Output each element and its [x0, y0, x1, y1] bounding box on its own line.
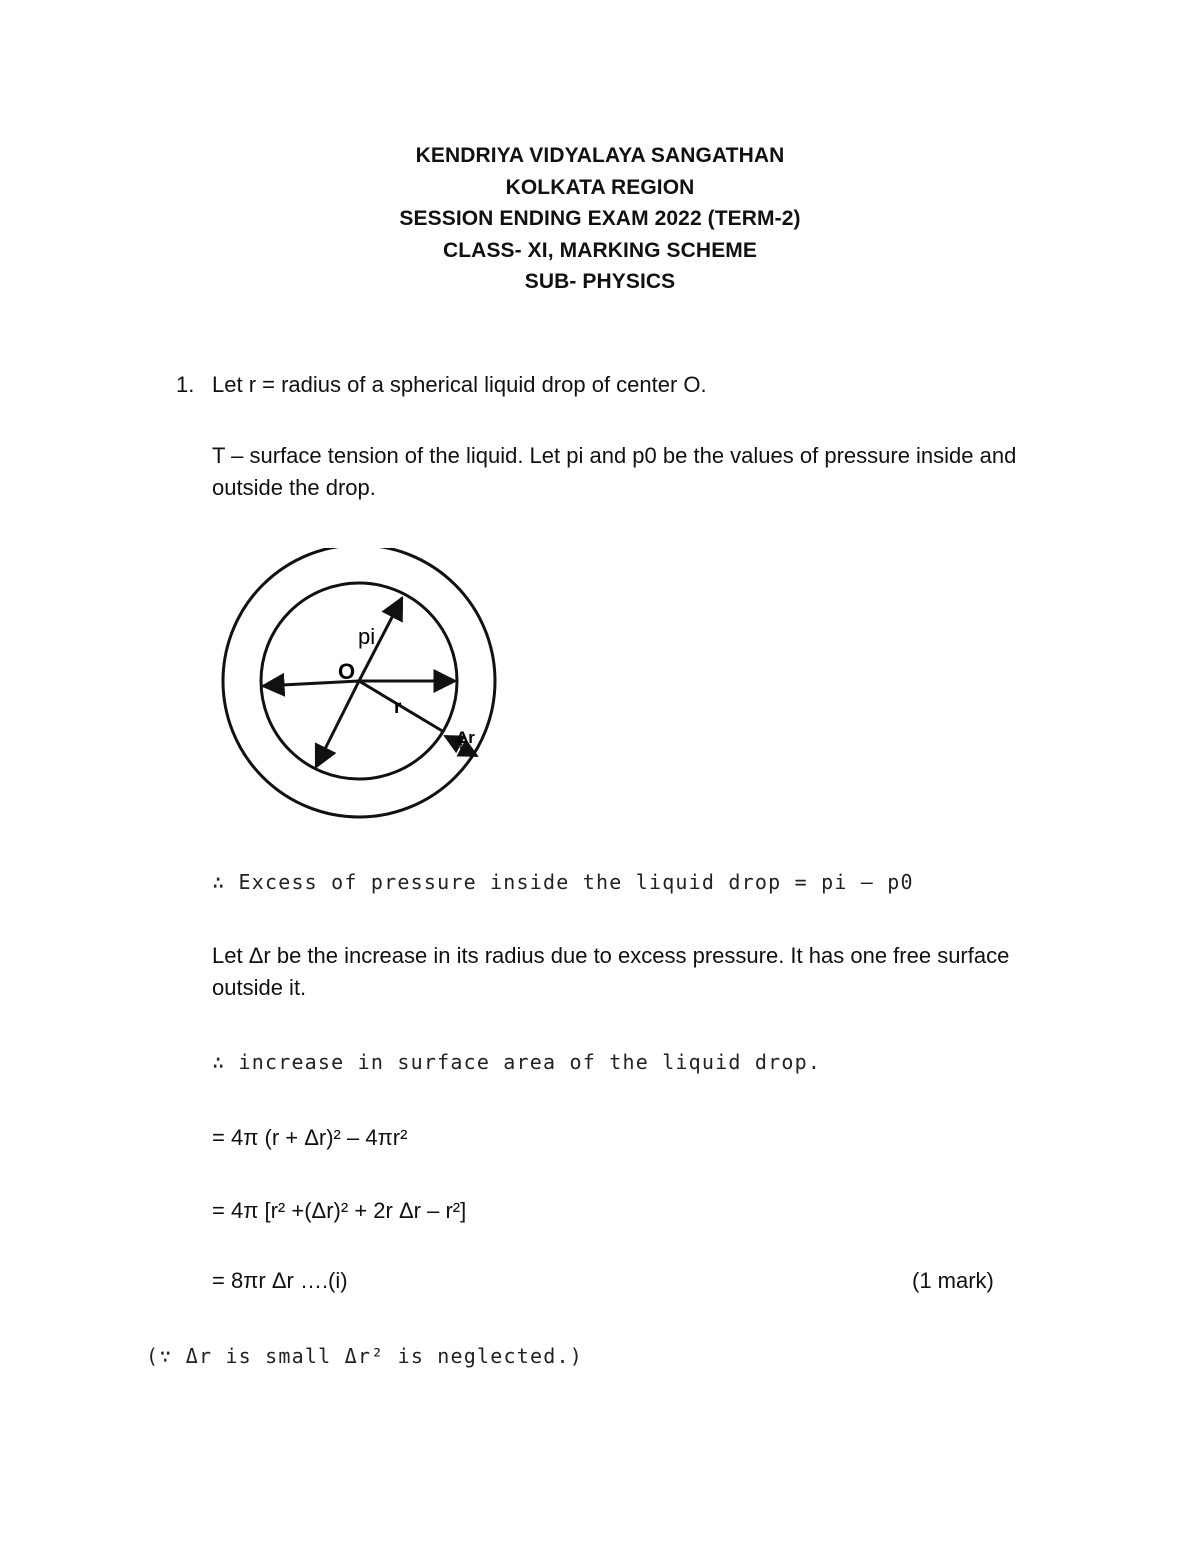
- equation-3: = 8πr Δr ….(i): [212, 1268, 348, 1293]
- diagonal-arrow-down: [316, 681, 359, 767]
- label-r: r: [394, 697, 402, 718]
- neglect-note: (∵ Δr is small Δr² is neglected.): [146, 1344, 583, 1368]
- label-pi: pi: [358, 624, 376, 649]
- header-region: KOLKATA REGION: [505, 175, 695, 199]
- label-delta-r: Δr: [456, 728, 475, 747]
- increase-area-line: ∴ increase in surface area of the liquid drop.: [212, 1050, 822, 1074]
- liquid-drop-diagram: [212, 548, 502, 823]
- question-intro: Let r = radius of a spherical liquid drop of center O.: [212, 372, 707, 397]
- excess-pressure-line: ∴ Excess of pressure inside the liquid drop = pi – p0: [212, 870, 914, 894]
- header-exam: SESSION ENDING EXAM 2022 (TERM-2): [399, 207, 801, 230]
- header-subject: SUB- PHYSICS: [524, 270, 676, 293]
- equation-1: = 4π (r + Δr)² – 4πr²: [212, 1125, 408, 1150]
- radius-line: [359, 681, 444, 732]
- surface-tension-text: T – surface tension of the liquid. Let pi and p0 be the values of pressure inside and outside the drop.: [212, 443, 1017, 500]
- document-header: [0, 140, 1200, 298]
- label-center-o: O: [338, 659, 356, 684]
- question-number: 1.: [176, 372, 195, 397]
- header-organization: KENDRIYA VIDYALAYA SANGATHAN: [415, 144, 785, 167]
- equation-2: = 4π [r² +(Δr)² + 2r Δr – r²]: [212, 1198, 467, 1223]
- marks-label: (1 mark): [912, 1268, 994, 1293]
- delta-r-text: Let Δr be the increase in its radius due to excess pressure. It has one free surface outside it.: [212, 943, 1010, 1000]
- header-class: CLASS- XI, MARKING SCHEME: [442, 238, 757, 262]
